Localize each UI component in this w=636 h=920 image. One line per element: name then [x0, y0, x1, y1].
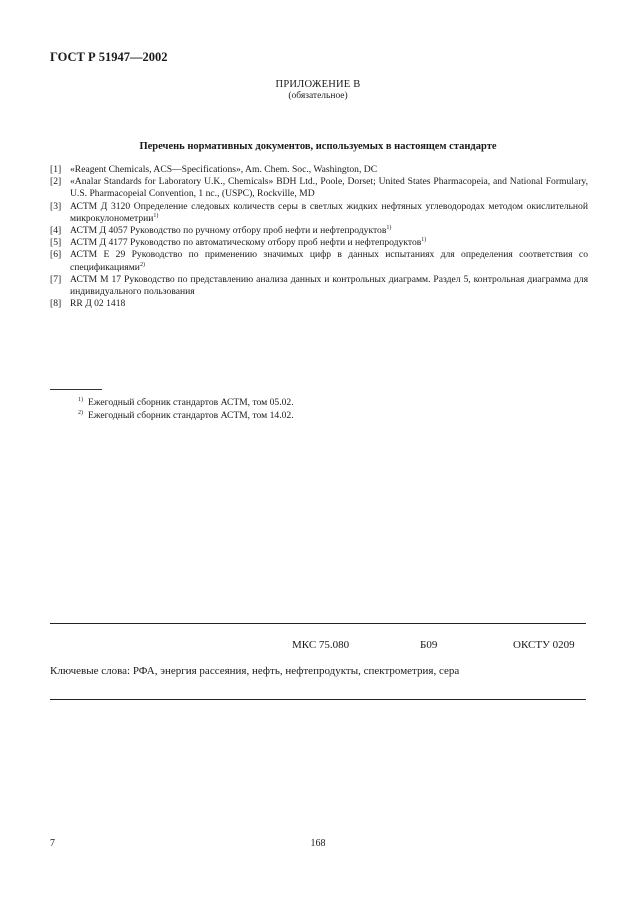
reference-number: [3]	[50, 200, 62, 212]
references-list-title: Перечень нормативных документов, используемых в настоящем стандарте	[139, 141, 497, 152]
reference-item	[50, 274, 588, 298]
reference-item	[50, 176, 588, 200]
reference-number: [2]	[50, 176, 62, 188]
reference-text: АСТМ Д 3120 Определение следовых количеств серы в светлых жидких нефтяных углеводородах методом окислительной микрокулонометрии	[70, 200, 588, 224]
group-code: Б09	[420, 639, 438, 651]
footnotes	[78, 396, 294, 422]
reference-item	[50, 298, 588, 310]
reference-text: АСТМ Д 4177 Руководство по автоматическому отбору проб нефти и нефтепродуктов	[70, 237, 422, 249]
reference-number: [4]	[50, 225, 62, 237]
reference-text: АСТМ М 17 Руководство по представлению анализа данных и контрольных диаграмм. Раздел 5, контрольная диаграмма для индивидуального пользования	[70, 273, 588, 298]
footnote-item	[78, 409, 294, 422]
footnote-mark: 2)	[78, 410, 83, 416]
page-number-center: 168	[310, 838, 326, 849]
reference-text: АСТМ Е 29 Руководство по применению значимых цифр в данных испытаниях для определения соответствия со спецификациями	[70, 249, 588, 273]
classification-bottom-rule	[50, 699, 586, 700]
reference-item	[50, 237, 588, 249]
footnote-ref: 1)	[386, 225, 392, 232]
reference-item	[50, 201, 588, 225]
reference-number: [7]	[50, 273, 62, 285]
reference-text: «Analar Standards for Laboratory U.K., Chemicals» BDH Ltd., Poole, Dorset; United States Pharmacopeia, and National Formulary, U.S. Pharmacopeial Convention, 1 nc., (USPC), Rockville, MD	[70, 176, 588, 200]
footnote-ref: 2)	[139, 261, 145, 268]
document-header: ГОСТ Р 51947—2002	[50, 50, 168, 64]
reference-item	[50, 164, 588, 176]
footnote-divider	[50, 389, 102, 390]
keywords-line: Ключевые слова: РФА, энергия рассеяния, нефть, нефтепродукты, спектрометрия, сера	[50, 665, 460, 677]
footnote-ref: 1)	[153, 212, 159, 219]
reference-item	[50, 249, 588, 273]
footnote-item	[78, 396, 294, 409]
reference-text: АСТМ Д 4057 Руководство по ручному отбору проб нефти и нефтепродуктов	[70, 225, 387, 237]
footnote-mark: 1)	[78, 397, 83, 403]
footnote-text: Ежегодный сборник стандартов АСТМ, том 05.02.	[88, 397, 294, 408]
reference-text: «Reagent Chemicals, ACS—Specifications», Am. Chem. Soc., Washington, DC	[70, 164, 378, 175]
reference-text: RR Д 02 1418	[70, 298, 126, 310]
reference-number: [5]	[50, 237, 62, 249]
appendix-title: ПРИЛОЖЕНИЕ В	[275, 79, 361, 90]
appendix-subtitle: (обязательное)	[288, 91, 348, 101]
mks-code: МКС 75.080	[292, 639, 350, 651]
reference-number: [6]	[50, 249, 62, 261]
reference-number: [1]	[50, 164, 62, 175]
references-list	[50, 164, 588, 310]
okstu-code: ОКСТУ 0209	[513, 639, 575, 651]
classification-top-rule	[50, 623, 586, 624]
page-number-left: 7	[50, 838, 55, 849]
reference-item	[50, 225, 588, 237]
footnote-text: Ежегодный сборник стандартов АСТМ, том 14.02.	[88, 410, 294, 421]
footnote-ref: 1)	[421, 237, 427, 244]
reference-number: [8]	[50, 298, 62, 310]
